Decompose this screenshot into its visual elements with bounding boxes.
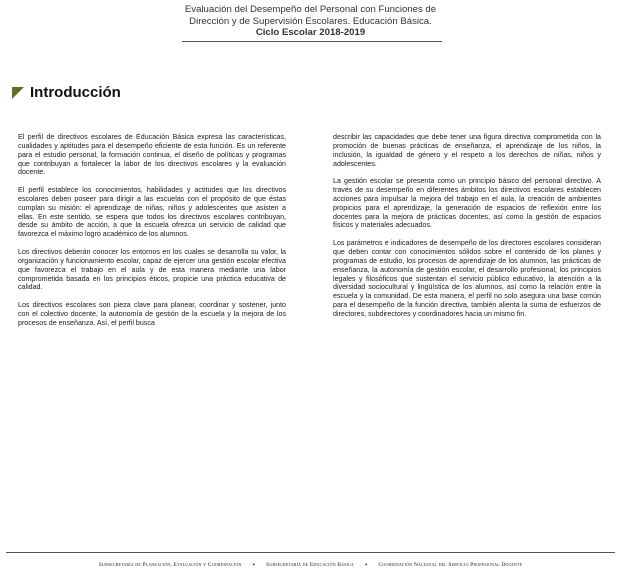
footer-item-planeacion: Subsecretaría de Planeación, Evaluación y Coordinación <box>98 562 242 568</box>
bullet-separator-icon: • <box>252 561 256 569</box>
paragraph: La gestión escolar se presenta como un principio básico del personal directivo. A través de su desempeño en diferentes ámbitos los directivos escolares establecen acciones para impulsar la mejora del trabajo en el aula, la creación de ambientes propicios para el aprendizaje, la generación de espacios de reflexión entre los docentes para la mejora de prácticas docentes, así como la gestión de espacios físicos y materiales adecuados. <box>333 177 601 230</box>
right-column <box>333 133 601 328</box>
paragraph: El perfil establece los conocimientos, habilidades y actitudes que los directivos escolares deben poseer para dirigir a las escuelas con el propósito de que éstas cumplan su misión: el aprendizaje de niñas, niños y adolescentes que asisten a ellas. En este sentido, se espera que todos los directivos escolares contribuyan, desde su ámbito de acción, a que la escuela ofrezca un servicio de calidad que favorezca el máximo logro académico de los alumnos. <box>18 186 286 239</box>
header-line-1: Evaluación del Desempeño del Personal con Funciones de <box>184 4 437 15</box>
paragraph: describir las capacidades que debe tener una figura directiva comprometida con la promoción de buenas prácticas de enseñanza, el aprendizaje de los niños, la inclusión, la igualdad de género y el respeto a los derechos de niñas, niños y adolescentes. <box>333 133 601 168</box>
header-line-3: Ciclo Escolar 2018-2019 <box>255 27 366 38</box>
section-title: Introducción <box>30 84 121 101</box>
document-footer <box>0 561 621 569</box>
triangle-bullet-icon <box>12 87 24 99</box>
paragraph: El perfil de directivos escolares de Educación Básica expresa las características, cualidades y aptitudes para el desempeño eficiente de esta función. Es un referente para el estudio personal, la formación continua, el diseño de políticas y programas que contribuyan a fortalecer la labor de los directivos escolares y la evaluación docente. <box>18 133 286 177</box>
document-header <box>0 4 621 39</box>
left-column <box>18 133 286 336</box>
footer-item-educacion-basica: Subsecretaría de Educación Básica <box>266 562 354 568</box>
footer-item-servicio-profesional: Coordinación Nacional del Servicio Profesional Docente <box>378 562 523 568</box>
header-divider <box>182 41 442 42</box>
paragraph: Los directivos deberán conocer los entornos en los cuales se desarrolla su valor, la organización y funcionamiento escolar, capaz de ejercer una gestión escolar efectiva que favorezca el trabajo en el aula y de esta manera mediante una labor comprometida basada en los principios éticos, propicie una práctica educativa de calidad. <box>18 247 286 292</box>
header-line-2: Dirección y de Supervisión Escolares. Educación Básica. <box>189 15 432 27</box>
footer-divider <box>6 552 615 553</box>
paragraph: Los directivos escolares son pieza clave para planear, coordinar y sostener, junto con el colectivo docente, la autonomía de gestión de la escuela y la mejora de los procesos de enseñanza. Así, el perfil busca <box>18 301 286 327</box>
section-heading <box>12 84 121 101</box>
bullet-separator-icon: • <box>364 561 368 569</box>
paragraph: Los parámetros e indicadores de desempeño de los directores escolares consideran que deben contar con conocimientos sólidos sobre el contenido de los planes y programas de estudio, los procesos de aprendizaje de los alumnos, las prácticas de enseñanza, la autonomía de gestión escolar, el desarrollo profesional, los principios legales y filosóficos que sustentan el servicio público educativo, la atención a la diversidad sociocultural y lingüística de los alumnos, así como la relación entre la escuela y la comunidad. De esta manera, el perfil no solo asegura una base común para el desempeño de la función directiva, también alienta la suma de esfuerzos de directores, subdirectores y coordinadores hacia un mismo fin. <box>333 239 601 318</box>
